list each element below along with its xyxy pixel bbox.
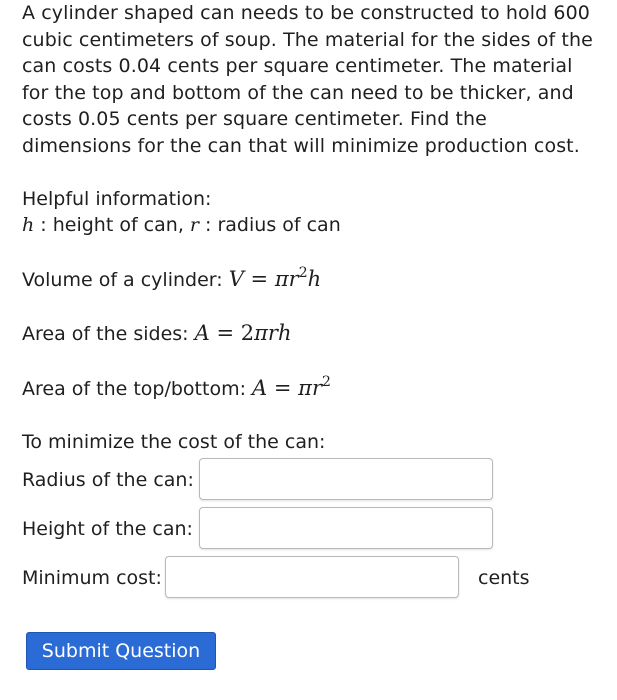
topbottom-exponent: 2 bbox=[322, 374, 331, 390]
r-variable: r bbox=[189, 214, 199, 236]
volume-pi: π bbox=[274, 267, 289, 291]
volume-label: Volume of a cylinder: bbox=[22, 269, 229, 291]
sides-label: Area of the sides: bbox=[22, 323, 195, 345]
topbottom-lhs: A bbox=[252, 376, 268, 400]
r-description: : radius of can bbox=[199, 214, 341, 236]
volume-equals: = bbox=[243, 267, 275, 291]
height-input[interactable] bbox=[199, 507, 493, 549]
sides-lhs: A bbox=[194, 321, 210, 345]
helpful-heading: Helpful information: bbox=[22, 188, 212, 210]
sides-rhs: πrh bbox=[254, 321, 292, 345]
cost-input[interactable] bbox=[165, 556, 459, 598]
sides-equals: = bbox=[209, 321, 241, 345]
cost-unit: cents bbox=[478, 567, 530, 589]
topbottom-formula bbox=[252, 376, 331, 400]
problem-statement: A cylinder shaped can needs to be constructed to hold 600 cubic centimeters of soup. The material for the sides of the can costs 0.04 cents per square centimeter. The material for the top and bottom of the can need to be thicker, and costs 0.05 cents per square centimeter. Find the dimensions for the can that will minimize production cost. bbox=[22, 2, 593, 157]
sides-formula bbox=[195, 321, 292, 345]
topbottom-rhs: πr bbox=[298, 376, 323, 400]
volume-h: h bbox=[307, 267, 322, 291]
height-label: Height of the can: bbox=[22, 518, 193, 540]
volume-lhs: V bbox=[228, 267, 244, 291]
variable-definitions bbox=[22, 212, 341, 238]
topbottom-label: Area of the top/bottom: bbox=[22, 378, 253, 400]
h-description: : height of can, bbox=[34, 214, 190, 236]
sides-formula-line bbox=[22, 320, 291, 347]
topbottom-formula-line bbox=[22, 375, 331, 402]
sides-coefficient: 2 bbox=[240, 321, 255, 345]
radius-input[interactable] bbox=[199, 458, 493, 500]
h-variable: h bbox=[22, 214, 35, 236]
volume-formula-line bbox=[22, 266, 321, 293]
answers-intro: To minimize the cost of the can: bbox=[22, 431, 326, 453]
volume-formula bbox=[229, 267, 321, 291]
radius-label: Radius of the can: bbox=[22, 469, 194, 491]
volume-exponent: 2 bbox=[298, 265, 308, 281]
volume-r: r bbox=[288, 267, 299, 291]
topbottom-equals: = bbox=[267, 376, 299, 400]
cost-label: Minimum cost: bbox=[22, 567, 162, 589]
submit-question-button[interactable]: Submit Question bbox=[26, 632, 216, 670]
